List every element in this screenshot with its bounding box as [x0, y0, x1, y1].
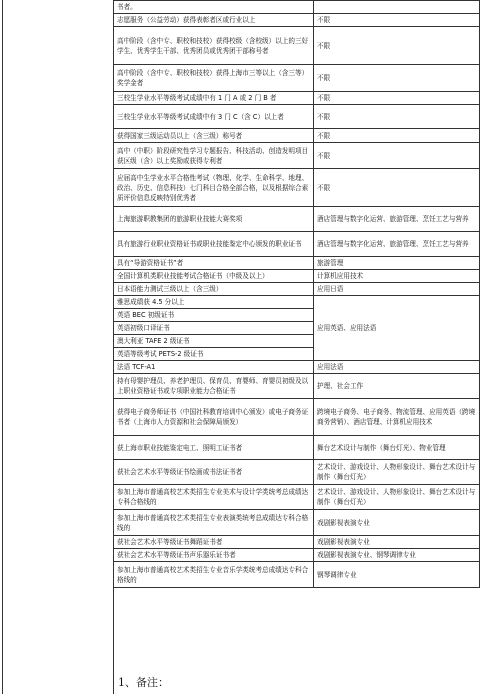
table-row: [114, 92, 480, 105]
table-row: [114, 207, 480, 232]
page-border-line: [2, 0, 3, 694]
table-row: [114, 283, 480, 296]
major-cell: 酒店管理与数字化运营、旅游管理、烹饪工艺与营养: [314, 207, 480, 232]
major-cell: [314, 1, 480, 14]
criteria-cell: 获得电子商务师证书（中国社科教育培训中心颁发）或电子商务证书者（上海市人力资源和社会保障局颁发）: [114, 399, 314, 436]
table-row: [114, 436, 480, 460]
table-row: [114, 361, 480, 374]
major-cell: 戏剧影视表演专业: [314, 510, 480, 536]
criteria-cell: 获得国家三级运动员以上（含三级）称号者: [114, 129, 314, 143]
criteria-cell: 获社会艺术水平等级证书舞蹈证书者: [114, 536, 314, 549]
table-row: [114, 562, 480, 588]
criteria-cell: 英语初级口译证书: [114, 322, 314, 335]
major-cell: 不限: [314, 143, 480, 169]
criteria-cell: 获社会艺术水平等级证书声乐器乐证书者: [114, 549, 314, 562]
criteria-cell: 雅思成绩获 4.5 分以上: [114, 296, 314, 309]
criteria-cell: 获社会艺术水平等级证书绘画或书法证书者: [114, 460, 314, 485]
table-row: [114, 460, 480, 485]
criteria-cell: 参加上海市普通高校艺术类招生专业美术与设计学类统考总成绩达专科合格线的: [114, 485, 314, 510]
table-row: [114, 65, 480, 92]
major-cell: 不限: [314, 105, 480, 129]
major-cell: 不限: [314, 92, 480, 105]
major-cell: 不限: [314, 129, 480, 143]
criteria-cell: 全国计算机类职业技能考试合格证书（中级及以上）: [114, 270, 314, 283]
major-cell: 钢琴调律专业: [314, 562, 480, 588]
table-row: [114, 510, 480, 536]
major-cell: 不限: [314, 27, 480, 65]
criteria-cell: 具有“导游资格证书”者: [114, 257, 314, 270]
criteria-cell: 参加上海市普通高校艺术类招生专业音乐学类统考总成绩达专科合格线的: [114, 562, 314, 588]
criteria-cell: 具有旅游行业职业资格证书或职业技能鉴定中心颁发的职业证书: [114, 232, 314, 257]
table-row: [114, 1, 480, 14]
criteria-cell: 三校生学业水平等级考试成绩中有 1 门 A 或 2 门 B 者: [114, 92, 314, 105]
table-row: [114, 232, 480, 257]
table-row: [114, 27, 480, 65]
table-row: [114, 169, 480, 207]
table-row: [114, 14, 480, 27]
major-cell: 不限: [314, 14, 480, 27]
major-cell: 应用日语: [314, 283, 480, 296]
major-cell: 护理、社会工作: [314, 374, 480, 399]
criteria-cell: 应届高中生学业水平合格性考试（物理、化学、生命科学、地理、政治、历史、信息科技）七门科目合格全部合格，以及根据综合素质评价信息反映特别优秀者: [114, 169, 314, 207]
note-heading: 1、备注：: [118, 676, 169, 689]
major-cell: 艺术设计、游戏设计、人物形象设计、舞台艺术设计与制作（舞台灯光）: [314, 460, 480, 485]
major-cell: 应用法语: [314, 361, 480, 374]
criteria-cell: 英语等级考试 PETS-2 级证书: [114, 348, 314, 361]
criteria-cell: 参加上海市普通高校艺术类招生专业表演类统考总成绩达专科合格线的: [114, 510, 314, 536]
major-cell: 计算机应用技术: [314, 270, 480, 283]
table-row: [114, 536, 480, 549]
criteria-cell: 志愿服务（公益劳动）获得表彰者区或行业以上: [114, 14, 314, 27]
table-row: [114, 129, 480, 143]
criteria-cell: 获上海市职业技能鉴定电工、照明工证书者: [114, 436, 314, 460]
criteria-cell: 高中阶段（含中专、职校和技校）获得校级（含校级）以上的三好学生、优秀学生干部、优秀团员或优秀团干部称号者: [114, 27, 314, 65]
major-cell: 舞台艺术设计与制作（舞台灯光）、物业管理: [314, 436, 480, 460]
major-cell: 旅游管理: [314, 257, 480, 270]
major-cell: 戏剧影视表演专业、钢琴调律专业: [314, 549, 480, 562]
criteria-cell: 澳大利亚 TAFE 2 级证书: [114, 335, 314, 348]
major-cell: 不限: [314, 169, 480, 207]
table-row: [114, 296, 480, 309]
major-cell: 酒店管理与数字化运营、旅游管理、烹饪工艺与营养: [314, 232, 480, 257]
table-row: [114, 270, 480, 283]
criteria-table: [113, 0, 480, 588]
criteria-cell: 书者。: [114, 1, 314, 14]
table-row: [114, 105, 480, 129]
table-row: [114, 399, 480, 436]
criteria-cell: 法语 TCF-A1: [114, 361, 314, 374]
major-cell: 艺术设计、游戏设计、人物形象设计、舞台艺术设计与制作（舞台灯光）: [314, 485, 480, 510]
criteria-cell: 高中阶段（含中专、职校和技校）获得上海市三等以上（含三等）奖学金者: [114, 65, 314, 92]
criteria-cell: 高中（中职）阶段研究性学习专题报告、科技活动、创造发明项目获区级（含）以上奖励或获得专利者: [114, 143, 314, 169]
criteria-cell: 上海旅游职教集团的旅游职业技能大赛奖项: [114, 207, 314, 232]
criteria-cell: 持有母婴护理员、养老护理员、保育员、育婴师、育婴员初级及以上职业资格证书或专项职业能力合格证书: [114, 374, 314, 399]
criteria-cell: 三校生学业水平等级考试成绩中有 3 门 C（含 C）以上者: [114, 105, 314, 129]
table-row: [114, 257, 480, 270]
criteria-cell: 英语 BEC 初级证书: [114, 309, 314, 322]
table-row: [114, 549, 480, 562]
table-row: [114, 485, 480, 510]
criteria-cell: 日本语能力测试三级以上（含三级）: [114, 283, 314, 296]
major-cell: 应用英语、应用法语: [314, 296, 480, 361]
major-cell: 跨境电子商务、电子商务、物流管理、应用英语（跨境商务营销）、酒店管理、计算机应用技术: [314, 399, 480, 436]
table-row: [114, 143, 480, 169]
table-row: [114, 374, 480, 399]
major-cell: 戏剧影视表演专业: [314, 536, 480, 549]
major-cell: 不限: [314, 65, 480, 92]
